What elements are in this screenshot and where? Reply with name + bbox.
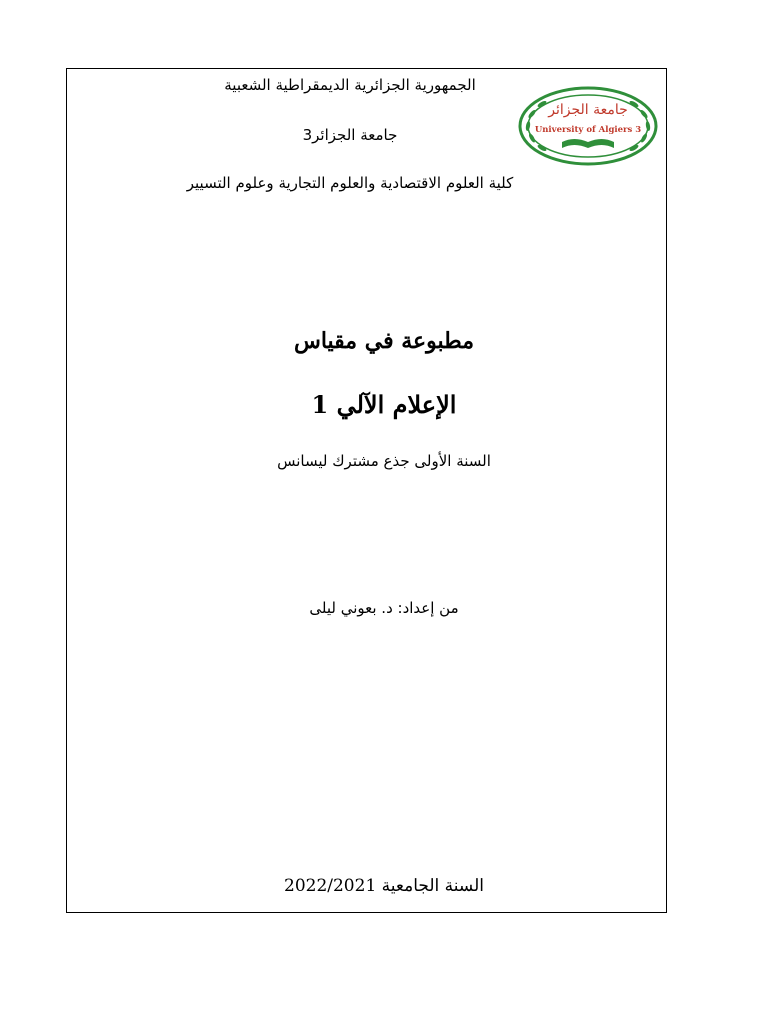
course-title: الإعلام الآلي 1 <box>311 390 457 419</box>
study-level: السنة الأولى جذع مشترك ليسانس <box>277 452 491 470</box>
author-line: من إعداد: د. بعوني ليلى <box>309 599 459 617</box>
faculty-name: كلية العلوم الاقتصادية والعلوم التجارية وعلوم التسيير <box>186 174 514 192</box>
university-logo <box>516 84 660 168</box>
document-title: مطبوعة في مقياس <box>293 328 475 354</box>
logo-arabic-text: جامعة الجزائر <box>548 102 628 118</box>
academic-year: السنة الجامعية 2022/2021 <box>284 876 484 896</box>
page-border <box>66 68 667 913</box>
university-logo-emblem <box>516 84 660 168</box>
logo-english-text: University of Algiers 3 <box>534 125 642 135</box>
university-name: جامعة الجزائر3 <box>302 126 398 144</box>
country-name: الجمهورية الجزائرية الديمقراطية الشعبية <box>224 76 476 94</box>
